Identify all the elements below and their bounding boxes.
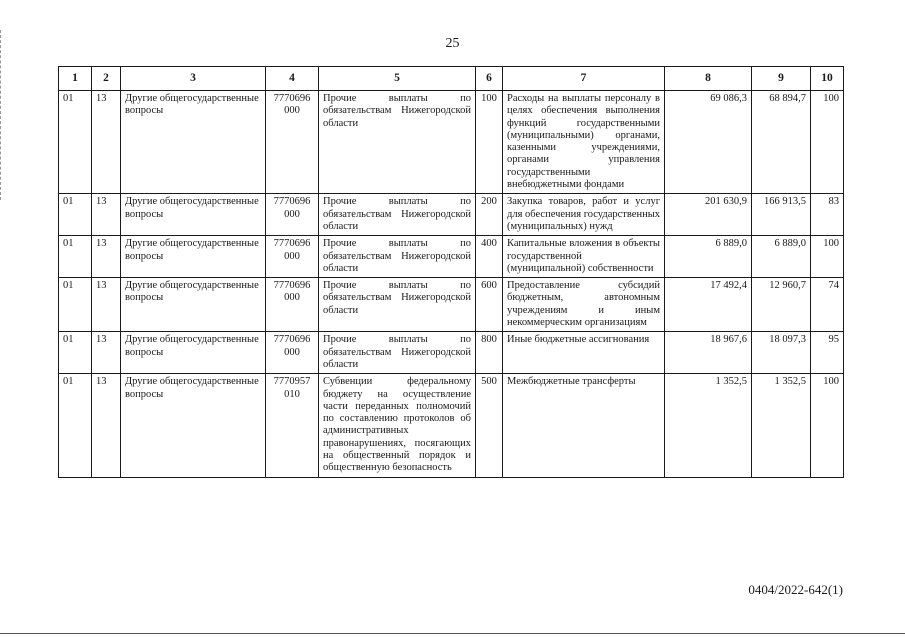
target-article-name-cell: Прочие выплаты по обязательствам Нижегородской области [319, 278, 476, 332]
document-code: 0404/2022-642(1) [748, 582, 843, 597]
target-article-name-cell: Прочие выплаты по обязательствам Нижегородской области [319, 236, 476, 278]
table-row [59, 332, 844, 374]
page-bottom-rule [0, 633, 905, 634]
target-article-name-cell: Прочие выплаты по обязательствам Нижегородской области [319, 91, 476, 194]
expense-type-code-cell: 800 [476, 332, 503, 374]
planned-amount-cell: 201 630,9 [665, 194, 752, 236]
section-code-cell: 01 [59, 194, 92, 236]
section-name-cell: Другие общегосударственные вопросы [121, 278, 266, 332]
subsection-code-cell: 13 [92, 374, 121, 477]
expense-type-name-cell: Иные бюджетные ассигнования [503, 332, 665, 374]
section-code-cell: 01 [59, 91, 92, 194]
percent-cell: 100 [811, 236, 844, 278]
actual-amount-cell: 68 894,7 [752, 91, 811, 194]
planned-amount-cell: 6 889,0 [665, 236, 752, 278]
percent-cell: 100 [811, 374, 844, 477]
header-cell-4: 4 [266, 67, 319, 91]
header-cell-1: 1 [59, 67, 92, 91]
table-row [59, 374, 844, 477]
section-code-cell: 01 [59, 374, 92, 477]
section-code-cell: 01 [59, 332, 92, 374]
subsection-code-cell: 13 [92, 278, 121, 332]
target-article-name-cell: Прочие выплаты по обязательствам Нижегородской области [319, 194, 476, 236]
subsection-code-cell: 13 [92, 194, 121, 236]
target-article-name-cell: Прочие выплаты по обязательствам Нижегородской области [319, 332, 476, 374]
table-row [59, 91, 844, 194]
expense-type-code-cell: 600 [476, 278, 503, 332]
section-name-cell: Другие общегосударственные вопросы [121, 332, 266, 374]
header-cell-9: 9 [752, 67, 811, 91]
section-name-cell: Другие общегосударственные вопросы [121, 91, 266, 194]
expense-type-code-cell: 500 [476, 374, 503, 477]
target-article-name-cell: Субвенции федеральному бюджету на осуществление части переданных полномочий по составлению протоколов об административных правонарушениях, посягающих на общественный порядок и общественную безопасность [319, 374, 476, 477]
actual-amount-cell: 18 097,3 [752, 332, 811, 374]
target-article-cell: 7770957 010 [266, 374, 319, 477]
section-name-cell: Другие общегосударственные вопросы [121, 194, 266, 236]
subsection-code-cell: 13 [92, 91, 121, 194]
scan-edge-mark [0, 30, 1, 200]
expense-type-name-cell: Межбюджетные трансферты [503, 374, 665, 477]
header-cell-3: 3 [121, 67, 266, 91]
table-header-row [59, 67, 844, 91]
percent-cell: 83 [811, 194, 844, 236]
percent-cell: 100 [811, 91, 844, 194]
budget-table [58, 66, 844, 478]
planned-amount-cell: 18 967,6 [665, 332, 752, 374]
actual-amount-cell: 166 913,5 [752, 194, 811, 236]
target-article-cell: 7770696 000 [266, 236, 319, 278]
page-number: 25 [445, 36, 460, 51]
actual-amount-cell: 1 352,5 [752, 374, 811, 477]
target-article-cell: 7770696 000 [266, 194, 319, 236]
percent-cell: 74 [811, 278, 844, 332]
table-row [59, 236, 844, 278]
section-code-cell: 01 [59, 278, 92, 332]
percent-cell: 95 [811, 332, 844, 374]
header-cell-10: 10 [811, 67, 844, 91]
table-row [59, 194, 844, 236]
header-cell-5: 5 [319, 67, 476, 91]
subsection-code-cell: 13 [92, 236, 121, 278]
expense-type-name-cell: Закупка товаров, работ и услуг для обеспечения государственных (муниципальных) нужд [503, 194, 665, 236]
expense-type-code-cell: 100 [476, 91, 503, 194]
planned-amount-cell: 69 086,3 [665, 91, 752, 194]
section-name-cell: Другие общегосударственные вопросы [121, 374, 266, 477]
table-row [59, 278, 844, 332]
subsection-code-cell: 13 [92, 332, 121, 374]
section-code-cell: 01 [59, 236, 92, 278]
expense-type-name-cell: Капитальные вложения в объекты государственной (муниципальной) собственности [503, 236, 665, 278]
header-cell-8: 8 [665, 67, 752, 91]
target-article-cell: 7770696 000 [266, 278, 319, 332]
target-article-cell: 7770696 000 [266, 91, 319, 194]
header-cell-7: 7 [503, 67, 665, 91]
header-cell-2: 2 [92, 67, 121, 91]
planned-amount-cell: 1 352,5 [665, 374, 752, 477]
planned-amount-cell: 17 492,4 [665, 278, 752, 332]
expense-type-name-cell: Расходы на выплаты персоналу в целях обеспечения выполнения функций государственными (муниципальными) органами, казенными учреждениями, органами управления государственными внебюджетными фондами [503, 91, 665, 194]
expense-type-code-cell: 400 [476, 236, 503, 278]
actual-amount-cell: 12 960,7 [752, 278, 811, 332]
actual-amount-cell: 6 889,0 [752, 236, 811, 278]
expense-type-name-cell: Предоставление субсидий бюджетным, автономным учреждениям и иным некоммерческим организациям [503, 278, 665, 332]
expense-type-code-cell: 200 [476, 194, 503, 236]
header-cell-6: 6 [476, 67, 503, 91]
target-article-cell: 7770696 000 [266, 332, 319, 374]
section-name-cell: Другие общегосударственные вопросы [121, 236, 266, 278]
